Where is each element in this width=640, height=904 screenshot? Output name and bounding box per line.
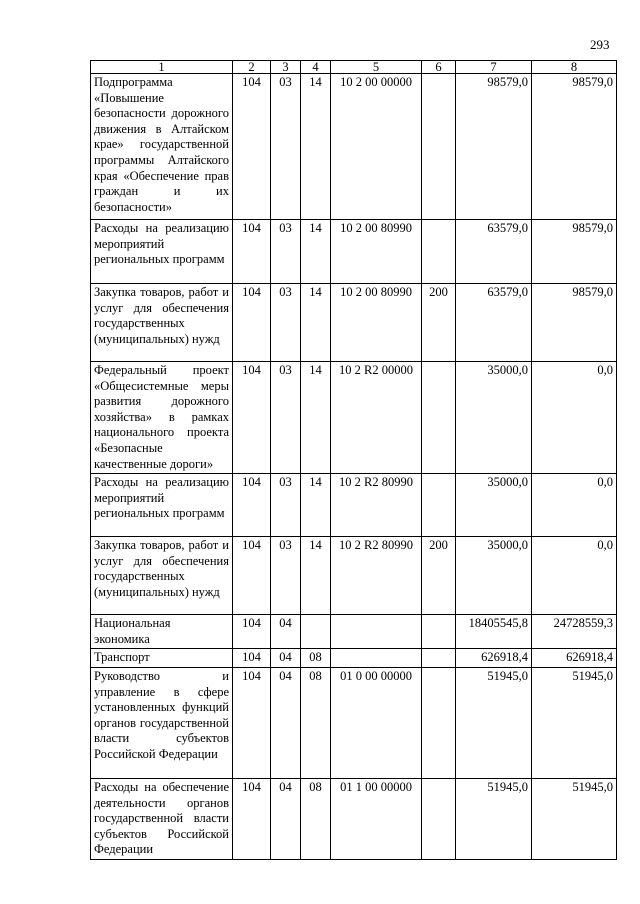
cell-amount-2: 626918,4: [532, 649, 617, 668]
cell-subsection: 14: [301, 537, 331, 615]
cell-subsection: 08: [301, 778, 331, 859]
cell-amount-1: 35000,0: [456, 537, 532, 615]
table-row: [91, 615, 617, 649]
row-description: Расходы на реализацию мероприятий региональных программ: [91, 220, 233, 284]
cell-amount-2: 51945,0: [532, 778, 617, 859]
table-row: [91, 474, 617, 537]
cell-amount-2: 98579,0: [532, 74, 617, 220]
column-header: 1: [91, 61, 233, 74]
cell-section: 04: [271, 615, 301, 649]
cell-code: 104: [233, 220, 271, 284]
row-description: Руководство и управление в сфере установленных функций органов государственной власти субъектов Российской Федерации: [91, 667, 233, 778]
cell-amount-1: 63579,0: [456, 284, 532, 362]
row-description: Закупка товаров, работ и услуг для обеспечения государственных (муниципальных) нужд: [91, 537, 233, 615]
cell-amount-2: 0,0: [532, 474, 617, 537]
table-row: [91, 649, 617, 668]
cell-amount-1: 35000,0: [456, 474, 532, 537]
cell-target-article: 01 0 00 00000: [331, 667, 422, 778]
cell-expense-type: [422, 667, 456, 778]
cell-amount-1: 626918,4: [456, 649, 532, 668]
cell-target-article: 10 2 00 80990: [331, 284, 422, 362]
cell-amount-2: 98579,0: [532, 284, 617, 362]
cell-section: 03: [271, 220, 301, 284]
cell-amount-1: 35000,0: [456, 362, 532, 474]
cell-subsection: [301, 615, 331, 649]
cell-code: 104: [233, 537, 271, 615]
table-row: [91, 220, 617, 284]
column-header: 8: [532, 61, 617, 74]
row-description: Подпрограмма «Повышение безопасности дорожного движения в Алтайском крае» государственной программы Алтайского края «Обеспечение прав граждан и их безопасности»: [91, 74, 233, 220]
column-header: 5: [331, 61, 422, 74]
cell-section: 03: [271, 284, 301, 362]
cell-subsection: 14: [301, 362, 331, 474]
column-header: 6: [422, 61, 456, 74]
cell-subsection: 08: [301, 667, 331, 778]
column-header: 2: [233, 61, 271, 74]
row-description: Закупка товаров, работ и услуг для обеспечения государственных (муниципальных) нужд: [91, 284, 233, 362]
cell-subsection: 14: [301, 284, 331, 362]
cell-code: 104: [233, 362, 271, 474]
cell-section: 03: [271, 362, 301, 474]
cell-amount-2: 0,0: [532, 537, 617, 615]
cell-target-article: 10 2 R2 00000: [331, 362, 422, 474]
cell-subsection: 14: [301, 474, 331, 537]
table-row: [91, 667, 617, 778]
cell-expense-type: [422, 474, 456, 537]
row-description: Расходы на реализацию мероприятий региональных программ: [91, 474, 233, 537]
cell-amount-1: 18405545,8: [456, 615, 532, 649]
cell-code: 104: [233, 474, 271, 537]
cell-code: 104: [233, 667, 271, 778]
row-description: Национальная экономика: [91, 615, 233, 649]
cell-expense-type: 200: [422, 284, 456, 362]
cell-section: 04: [271, 778, 301, 859]
cell-expense-type: 200: [422, 537, 456, 615]
column-header: 4: [301, 61, 331, 74]
cell-amount-2: 24728559,3: [532, 615, 617, 649]
cell-code: 104: [233, 649, 271, 668]
cell-amount-1: 51945,0: [456, 778, 532, 859]
cell-target-article: 10 2 R2 80990: [331, 537, 422, 615]
cell-amount-2: 98579,0: [532, 220, 617, 284]
page-number: 293: [590, 37, 610, 52]
cell-target-article: [331, 615, 422, 649]
row-description: Федеральный проект «Общесистемные меры развития дорожного хозяйства» в рамках национального проекта «Безопасные качественные дороги»: [91, 362, 233, 474]
cell-section: 04: [271, 667, 301, 778]
cell-amount-1: 98579,0: [456, 74, 532, 220]
row-description: Транспорт: [91, 649, 233, 668]
cell-code: 104: [233, 615, 271, 649]
cell-target-article: 10 2 00 80990: [331, 220, 422, 284]
cell-expense-type: [422, 649, 456, 668]
cell-code: 104: [233, 778, 271, 859]
cell-expense-type: [422, 778, 456, 859]
cell-amount-1: 63579,0: [456, 220, 532, 284]
column-header: 7: [456, 61, 532, 74]
cell-expense-type: [422, 362, 456, 474]
cell-expense-type: [422, 615, 456, 649]
table-header-row: [91, 61, 617, 74]
table-row: [91, 284, 617, 362]
table-row: [91, 74, 617, 220]
budget-table: [90, 60, 617, 860]
row-description: Расходы на обеспечение деятельности органов государственной власти субъектов Российской Федерации: [91, 778, 233, 859]
cell-target-article: 10 2 00 00000: [331, 74, 422, 220]
cell-target-article: 01 1 00 00000: [331, 778, 422, 859]
cell-amount-2: 51945,0: [532, 667, 617, 778]
cell-code: 104: [233, 284, 271, 362]
table-row: [91, 362, 617, 474]
cell-amount-2: 0,0: [532, 362, 617, 474]
cell-amount-1: 51945,0: [456, 667, 532, 778]
cell-section: 03: [271, 74, 301, 220]
cell-code: 104: [233, 74, 271, 220]
cell-subsection: 14: [301, 74, 331, 220]
cell-target-article: [331, 649, 422, 668]
cell-target-article: 10 2 R2 80990: [331, 474, 422, 537]
table-row: [91, 537, 617, 615]
cell-subsection: 08: [301, 649, 331, 668]
cell-expense-type: [422, 220, 456, 284]
cell-section: 03: [271, 474, 301, 537]
cell-section: 04: [271, 649, 301, 668]
table-row: [91, 778, 617, 859]
cell-subsection: 14: [301, 220, 331, 284]
cell-section: 03: [271, 537, 301, 615]
cell-expense-type: [422, 74, 456, 220]
column-header: 3: [271, 61, 301, 74]
